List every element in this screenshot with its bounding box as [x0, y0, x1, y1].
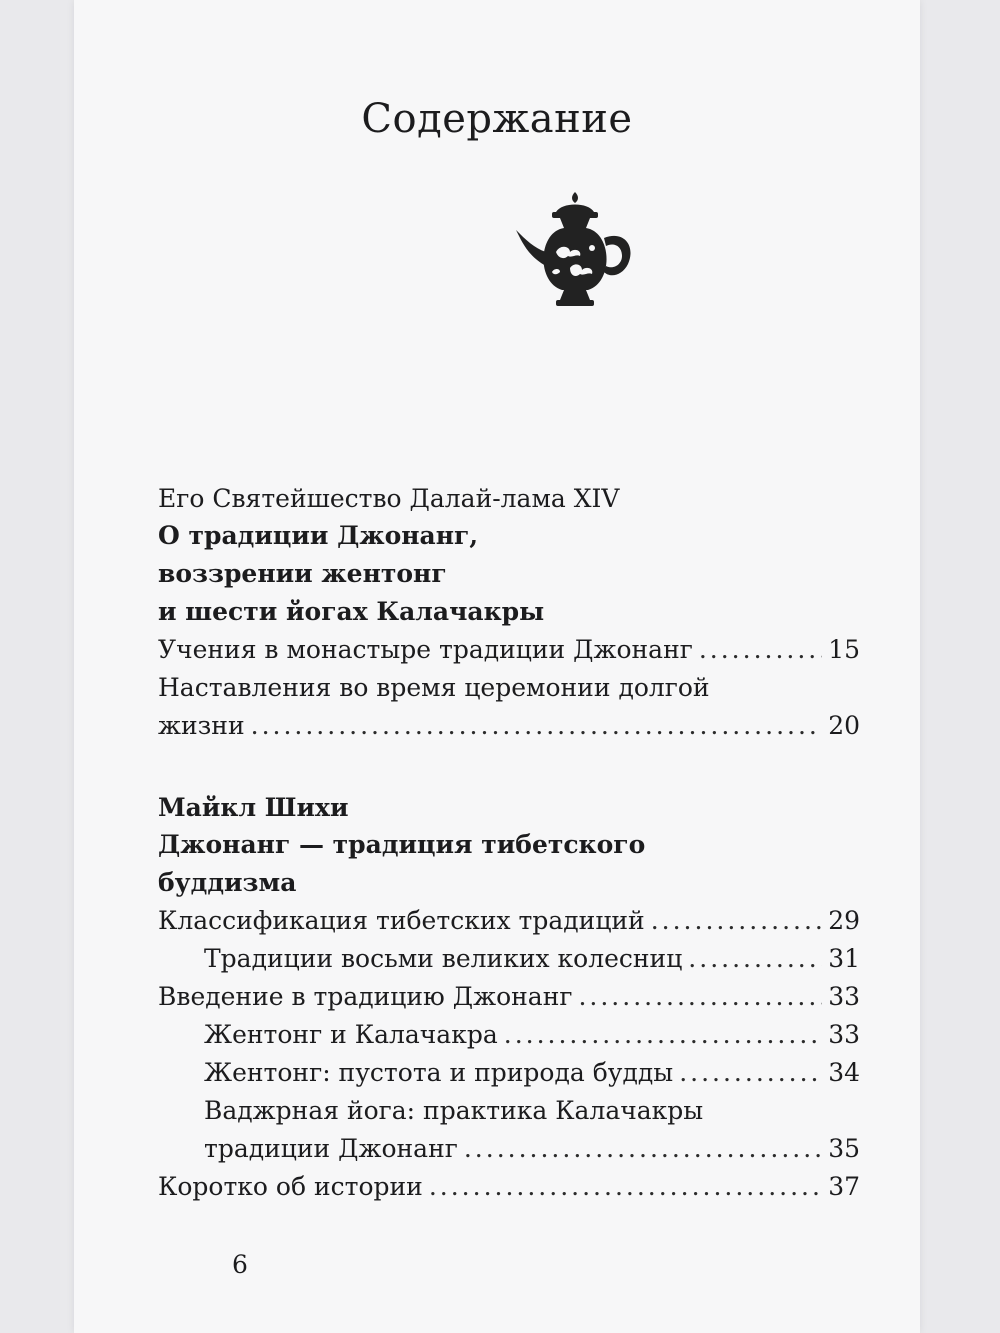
part2-title-line: буддизма [158, 868, 297, 897]
leader-dots [688, 940, 822, 978]
toc-entry-label: Учения в монастыре традиции Джонанг [158, 635, 693, 664]
toc-entry-label: Наставления во время церемонии долгой [158, 673, 710, 702]
leader-dots [651, 902, 822, 940]
toc-entry-page: 29 [828, 906, 860, 935]
toc-entry-label: Жентонг: пустота и природа будды [204, 1058, 674, 1087]
toc-entry-page: 33 [828, 982, 860, 1011]
toc-entry [158, 1016, 860, 1054]
part1-title-line: воззрении жентонг [158, 559, 447, 588]
toc-entry [158, 1054, 860, 1092]
part2-title-line: Джонанг — традиция тибетского [158, 830, 646, 859]
toc-entry-page: 35 [828, 1134, 860, 1163]
toc-entry-label: Жентонг и Калачакра [204, 1020, 498, 1049]
toc-entry-page: 31 [828, 944, 860, 973]
teapot-vase-icon [512, 190, 638, 308]
toc-entry [158, 1092, 860, 1168]
part1-title [158, 517, 860, 631]
leader-dots [679, 1054, 822, 1092]
page-title: Содержание [361, 96, 633, 142]
part1-title-line: О традиции Джонанг, [158, 521, 479, 550]
toc-entry-label-continued: традиции Джонанг [204, 1134, 458, 1163]
toc-entry-label: Традиции восьми великих колесниц [204, 944, 683, 973]
toc-entry-page: 15 [828, 635, 860, 664]
toc-entry-page: 33 [828, 1020, 860, 1049]
leader-dots [578, 978, 822, 1016]
toc-entry [158, 669, 860, 745]
toc-entry-label-continued: жизни [158, 711, 245, 740]
toc-entry [158, 631, 860, 669]
toc-entry [158, 1168, 860, 1206]
toc-entry-label: Коротко об истории [158, 1172, 423, 1201]
part1-author: Его Святейшество Далай-лама XIV [158, 484, 620, 513]
toc-entry [158, 978, 860, 1016]
part2-title [158, 826, 860, 902]
part1-title-line: и шести йогах Калачакры [158, 597, 545, 626]
toc-entry-page: 34 [828, 1058, 860, 1087]
toc-entry-label: Введение в традицию Джонанг [158, 982, 573, 1011]
toc-entry-page: 20 [828, 711, 860, 740]
page-number: 6 [232, 1250, 248, 1279]
leader-dots [699, 631, 822, 669]
leader-dots [251, 707, 823, 745]
toc-entry [158, 902, 860, 940]
leader-dots [504, 1016, 822, 1054]
leader-dots [464, 1130, 822, 1168]
toc-entry [158, 940, 860, 978]
toc-entry-label: Ваджрная йога: практика Калачакры [204, 1096, 704, 1125]
toc-entry-page: 37 [828, 1172, 860, 1201]
leader-dots [429, 1168, 822, 1206]
table-of-contents [158, 480, 860, 1206]
toc-entry-label: Классификация тибетских традиций [158, 906, 645, 935]
part2-author: Майкл Шихи [158, 793, 349, 822]
